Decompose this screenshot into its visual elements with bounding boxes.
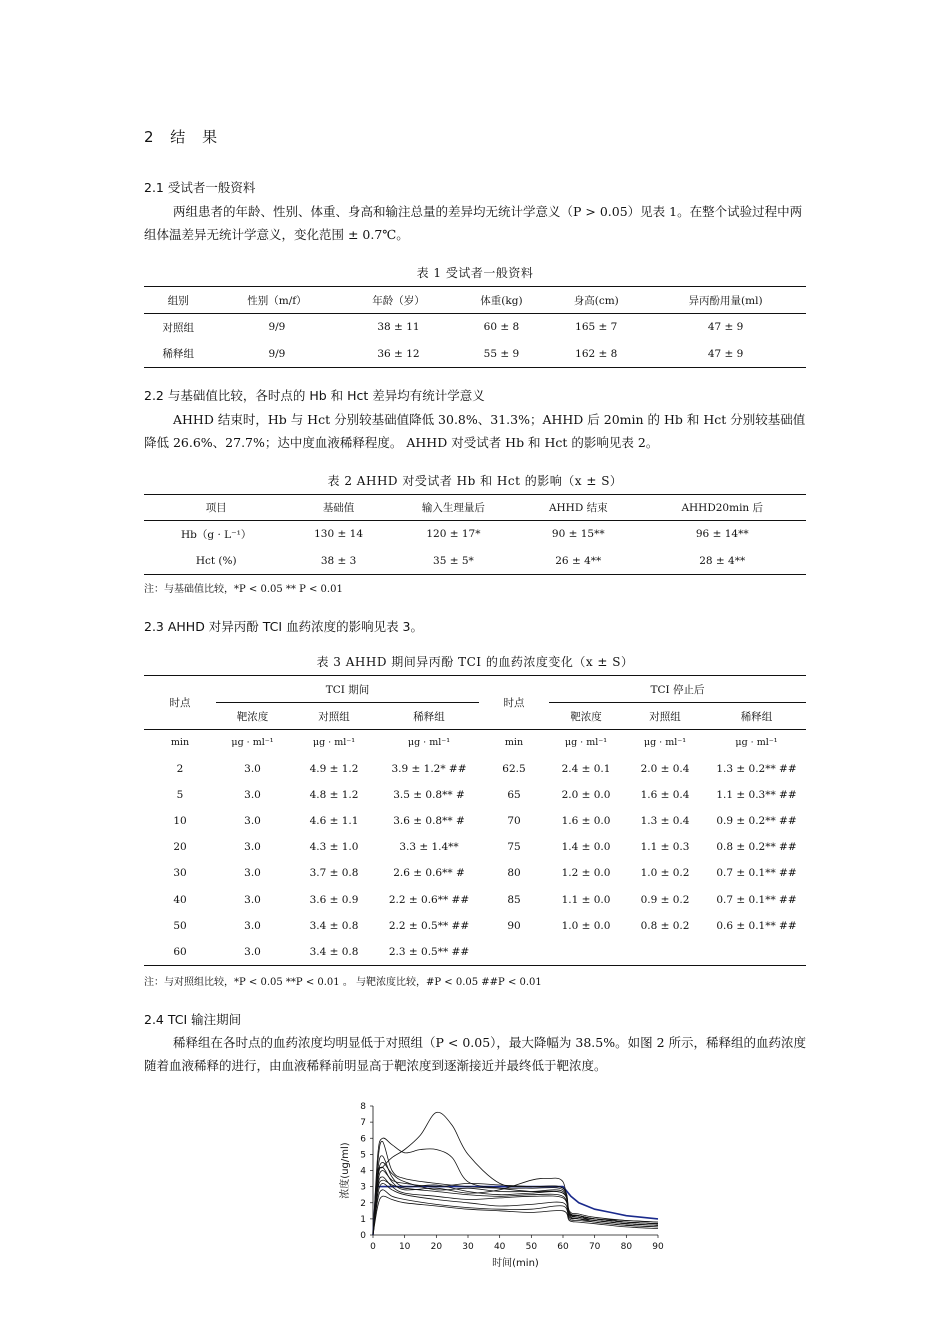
section-title: 2 结 果 — [144, 128, 224, 146]
table3-unit-conc: μg · ml⁻¹ — [231, 737, 274, 749]
table3-cell: 10 — [173, 814, 187, 827]
table3-cell: 50 — [173, 919, 187, 932]
x-tick-label: 60 — [557, 1242, 569, 1252]
y-tick-label: 0 — [360, 1231, 366, 1241]
table3-cell: 1.1 ± 0.3 — [640, 841, 690, 854]
y-tick-label: 4 — [360, 1166, 366, 1177]
table3-cell: 20 — [173, 841, 187, 854]
table3-cell: 2.3 ± 0.5** ## — [388, 945, 470, 958]
x-tick-label: 90 — [652, 1242, 664, 1252]
table3-unit-conc: μg · ml⁻¹ — [564, 737, 608, 749]
table3-cell: 1.1 ± 0.0 — [561, 893, 611, 906]
heading-2-4: 2.4 TCI 输注期间 — [144, 1012, 242, 1027]
table3-body — [144, 756, 806, 966]
table2-cell: 96 ± 14** — [695, 528, 749, 541]
table3-header-dilution: 稀释组 — [379, 703, 479, 730]
y-tick-label: 6 — [360, 1134, 366, 1145]
table3-cell: 1.4 ± 0.0 — [561, 841, 611, 854]
table-row — [144, 860, 806, 886]
table3-cell: 2.2 ± 0.5** ## — [388, 919, 470, 932]
table2-cell: 90 ± 15** — [551, 528, 605, 541]
concentration-chart — [330, 1094, 680, 1284]
table3-cell: 0.9 ± 0.2 — [640, 893, 690, 906]
y-tick-label: 7 — [360, 1118, 366, 1129]
table3-unit-conc: μg · ml⁻¹ — [643, 737, 687, 749]
x-tick-label: 20 — [430, 1242, 443, 1252]
table3-cell: 4.6 ± 1.1 — [309, 814, 359, 827]
table3-cell: 5 — [176, 788, 184, 801]
table3-unit-min: min — [170, 737, 190, 749]
table1-header: 性别（m/f） — [212, 287, 341, 314]
table3-cell: 4.8 ± 1.2 — [309, 788, 359, 801]
table3-cell: 2.0 ± 0.4 — [640, 762, 690, 775]
table3-unit-conc: μg · ml⁻¹ — [312, 737, 356, 749]
table3-cell: 80 — [507, 867, 521, 880]
table3-cell: 3.0 — [244, 841, 261, 854]
paragraph-2-2: AHHD 结束时，Hb 与 Hct 分别较基础值降低 30.8%、31.3%；AHHD 后 20min 的 Hb 和 Hct 分别较基础值降低 26.6%、27.7%；达中度血液稀释程度。 AHHD 对受试者 Hb 和 Hct 的影响见表 2。 — [144, 412, 806, 450]
table-row — [144, 808, 806, 834]
table2-header: 项目 — [144, 495, 288, 521]
table3-cell: 4.3 ± 1.0 — [309, 841, 359, 854]
table3-cell: 4.9 ± 1.2 — [309, 762, 359, 775]
table1-cell: 165 ± 7 — [575, 321, 618, 334]
table-row — [144, 886, 806, 912]
table3-cell: 3.6 ± 0.8** # — [393, 814, 465, 827]
table3-header-target: 靶浓度 — [216, 703, 289, 730]
table-row — [144, 756, 806, 782]
table3-cell — [707, 939, 806, 965]
table3-header-time: 时点 — [144, 676, 216, 730]
table2-header: AHHD 结束 — [518, 495, 638, 521]
table2-cell: 130 ± 14 — [314, 528, 364, 541]
table3-cell: 1.3 ± 0.4 — [640, 814, 690, 827]
table2-cell: 38 ± 3 — [320, 554, 357, 567]
table3-cell: 2.6 ± 0.6** # — [393, 867, 465, 880]
table2-cell: 35 ± 5* — [433, 554, 474, 567]
x-tick-label: 30 — [462, 1242, 474, 1252]
table1-caption: 表 1 受试者一般资料 — [416, 266, 534, 280]
table3-cell: 3.0 — [244, 814, 261, 827]
y-tick-label: 2 — [360, 1198, 366, 1209]
table3-cell: 1.2 ± 0.0 — [561, 867, 611, 880]
table3-cell: 3.0 — [244, 893, 261, 906]
table3-note: 注：与对照组比较，*P < 0.05 **P < 0.01 。 与靶浓度比较，#P < 0.05 ##P < 0.01 — [144, 977, 542, 988]
table2-header: AHHD20min 后 — [638, 495, 806, 521]
table3-cell: 0.8 ± 0.2 — [640, 919, 690, 932]
heading-2-2: 2.2 与基础值比较，各时点的 Hb 和 Hct 差异均有统计学意义 — [144, 388, 485, 403]
table3-cell: 70 — [507, 814, 521, 827]
table3-header-target-2: 靶浓度 — [549, 703, 623, 730]
table3-cell — [623, 939, 707, 965]
table3-cell: 40 — [173, 893, 187, 906]
x-axis-label: 时间(min) — [492, 1258, 539, 1269]
y-tick-label: 5 — [360, 1150, 366, 1161]
paragraph-2-4: 稀释组在各时点的血药浓度均明显低于对照组（P < 0.05），最大降幅为 38.5%。如图 2 所示，稀释组的血药浓度随着血液稀释的进行，由血液稀释前明显高于靶浓度到逐渐接近并最终低于靶浓度。 — [144, 1035, 806, 1073]
table3-header-stop: TCI 停止后 — [549, 676, 806, 703]
table1-cell: 47 ± 9 — [707, 321, 744, 334]
x-tick-label: 50 — [525, 1242, 538, 1252]
table3-cell: 2.4 ± 0.1 — [561, 762, 611, 775]
x-tick-label: 40 — [493, 1242, 506, 1252]
table2-cell: Hb（g · L⁻¹） — [181, 528, 252, 541]
table1-header: 组别 — [144, 287, 212, 314]
y-tick-label: 3 — [360, 1182, 366, 1193]
table3-cell: 0.7 ± 0.1** ## — [716, 867, 797, 880]
table1-cell: 55 ± 9 — [483, 347, 520, 360]
table1-header: 异丙酚用量(ml) — [645, 287, 806, 314]
y-tick-label: 1 — [360, 1214, 366, 1225]
series-line-s1 — [373, 1112, 658, 1235]
table3-cell: 1.0 ± 0.0 — [561, 919, 611, 932]
table1-cell: 47 ± 9 — [707, 347, 744, 360]
table2-header: 基础值 — [288, 495, 388, 521]
table3-cell: 60 — [173, 945, 187, 958]
table3-unit-min-2: min — [504, 737, 524, 749]
table1-cell: 60 ± 8 — [483, 321, 520, 334]
table1-header: 体重(kg) — [455, 287, 547, 314]
table3-cell: 3.0 — [244, 867, 261, 880]
table-row — [144, 548, 806, 575]
table3-cell: 62.5 — [502, 762, 526, 775]
table2-cell: Hct (%) — [195, 554, 237, 567]
table3-cell: 0.7 ± 0.1** ## — [716, 893, 797, 906]
table3-cell: 2.2 ± 0.6** ## — [388, 893, 470, 906]
table3-cell: 1.6 ± 0.4 — [640, 788, 690, 801]
table3-unit-conc: μg · ml⁻¹ — [735, 737, 778, 749]
x-tick-label: 80 — [620, 1242, 633, 1252]
table3-cell: 0.9 ± 0.2** ## — [716, 814, 797, 827]
table2-caption: 表 2 AHHD 对受试者 Hb 和 Hct 的影响（x ± S） — [327, 474, 623, 488]
table3-unit-conc: μg · ml⁻¹ — [407, 737, 451, 749]
table-row — [144, 834, 806, 860]
heading-2-1: 2.1 受试者一般资料 — [144, 180, 256, 195]
table3-cell: 3.0 — [244, 919, 261, 932]
table-2 — [144, 494, 806, 575]
table1-header: 身高(cm) — [547, 287, 645, 314]
table3-cell: 65 — [507, 788, 521, 801]
table-1 — [144, 286, 806, 368]
table-row — [144, 314, 806, 341]
table-row — [144, 341, 806, 368]
series-line-s9 — [373, 1170, 658, 1235]
table3-cell: 1.6 ± 0.0 — [561, 814, 611, 827]
table1-cell: 36 ± 12 — [377, 347, 420, 360]
table1-header: 年龄（岁） — [341, 287, 455, 314]
table1-cell: 稀释组 — [162, 348, 194, 361]
table1-cell: 162 ± 8 — [575, 347, 618, 360]
table3-cell: 75 — [507, 841, 521, 854]
table3-cell: 1.1 ± 0.3** ## — [716, 788, 797, 801]
table3-cell: 3.7 ± 0.8 — [309, 867, 359, 880]
table-row — [144, 521, 806, 548]
table3-cell: 2.0 ± 0.0 — [561, 788, 611, 801]
table3-cell: 3.9 ± 1.2* ## — [391, 762, 467, 775]
table3-cell: 3.0 — [244, 945, 261, 958]
table3-cell: 0.8 ± 0.2** ## — [716, 841, 797, 854]
x-tick-label: 0 — [370, 1242, 376, 1252]
table-row — [144, 782, 806, 808]
heading-2-3: 2.3 AHHD 对异丙酚 TCI 血药浓度的影响见表 3。 — [144, 619, 423, 634]
table2-cell: 26 ± 4** — [555, 554, 602, 567]
x-tick-label: 70 — [588, 1242, 601, 1252]
series-line-s11 — [373, 1196, 658, 1235]
table2-cell: 120 ± 17* — [426, 528, 481, 541]
table1-cell: 9/9 — [268, 321, 286, 334]
table-row — [144, 939, 806, 965]
table3-cell — [479, 939, 549, 965]
table1-cell: 38 ± 11 — [377, 321, 420, 334]
table2-cell: 28 ± 4** — [699, 554, 746, 567]
table2-header: 输入生理量后 — [389, 495, 518, 521]
table1-cell: 9/9 — [268, 347, 286, 360]
table3-cell: 3.0 — [244, 762, 261, 775]
table3-header-time-2: 时点 — [479, 676, 549, 730]
table3-cell: 3.0 — [244, 788, 261, 801]
table-row — [144, 913, 806, 939]
x-tick-label: 10 — [398, 1242, 411, 1252]
table3-cell: 3.5 ± 0.8** # — [393, 788, 465, 801]
table3-cell: 85 — [507, 893, 521, 906]
table3-cell: 2 — [176, 762, 184, 775]
table3-cell: 90 — [507, 919, 521, 932]
table3-cell: 30 — [173, 867, 187, 880]
table3-cell: 1.0 ± 0.2 — [640, 867, 690, 880]
table1-cell: 对照组 — [162, 321, 194, 334]
table3-cell: 3.4 ± 0.8 — [309, 945, 359, 958]
table3-cell — [549, 939, 623, 965]
table3-cell: 3.6 ± 0.9 — [309, 893, 359, 906]
table3-cell: 3.4 ± 0.8 — [309, 919, 359, 932]
paragraph-2-1: 两组患者的年龄、性别、体重、身高和输注总量的差异均无统计学意义（P > 0.05）见表 1。在整个试验过程中两组体温差异无统计学意义，变化范围 ± 0.7℃。 — [144, 204, 803, 242]
table3-header-control-2: 对照组 — [623, 703, 707, 730]
table3-cell: 3.3 ± 1.4** — [399, 841, 459, 854]
table-3 — [144, 675, 806, 966]
y-tick-label: 8 — [360, 1102, 366, 1112]
table2-note: 注：与基础值比较，*P < 0.05 ** P < 0.01 — [144, 584, 343, 595]
table3-header-control: 对照组 — [289, 703, 379, 730]
table3-header-dilution-2: 稀释组 — [707, 703, 806, 730]
table3-cell: 0.6 ± 0.1** ## — [716, 919, 797, 932]
y-axis-label: 浓度(ug/ml) — [340, 1142, 351, 1199]
table3-caption: 表 3 AHHD 期间异丙酚 TCI 的血药浓度变化（x ± S） — [316, 655, 634, 669]
table3-header-tci: TCI 期间 — [216, 676, 479, 703]
table3-cell: 1.3 ± 0.2** ## — [716, 762, 797, 775]
